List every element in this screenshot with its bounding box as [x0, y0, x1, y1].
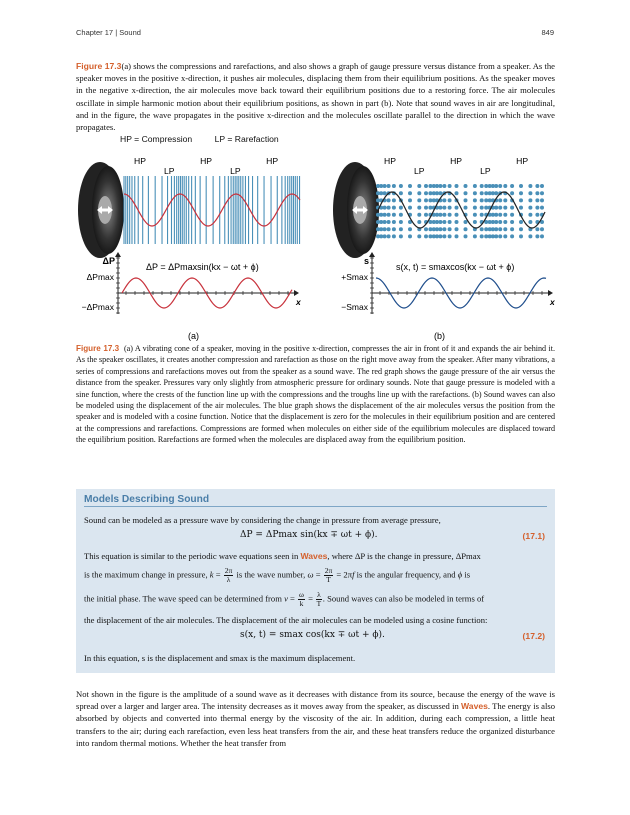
molecule-dot	[540, 227, 544, 231]
box-p3-b: is the wave number,	[236, 569, 306, 580]
models-box	[76, 489, 555, 673]
molecule-dot	[464, 206, 468, 210]
lp-label: LP	[164, 166, 175, 176]
molecule-dot	[455, 206, 459, 210]
molecule-dot	[417, 213, 421, 217]
box-p4-b: Sound waves can also be modeled in terms of	[327, 593, 485, 604]
molecule-dot	[535, 234, 539, 238]
molecule-dot	[438, 191, 442, 195]
molecule-dot	[448, 198, 452, 202]
molecule-dot	[399, 220, 403, 224]
molecule-dot	[503, 198, 507, 202]
molecule-dot	[498, 213, 502, 217]
molecule-dot	[392, 227, 396, 231]
molecule-dot	[498, 234, 502, 238]
molecule-dot	[498, 227, 502, 231]
molecule-dot	[540, 206, 544, 210]
molecule-dot	[448, 234, 452, 238]
molecule-dot	[442, 234, 446, 238]
molecule-dot	[442, 227, 446, 231]
box-p6: In this equation, s is the displacement and smax is the maximum displacement.	[84, 653, 356, 663]
box-p3-d: is	[464, 569, 471, 580]
molecule-dot	[528, 206, 532, 210]
molecule-dot	[383, 184, 387, 188]
molecule-dot	[484, 191, 488, 195]
molecule-dot	[528, 220, 532, 224]
molecule-dot	[383, 227, 387, 231]
molecule-dot	[392, 184, 396, 188]
graph-b-label: (b)	[434, 331, 445, 341]
intro-text: (a) shows the compressions and rarefactions, and also shows a graph of gauge pressure versus distance from a speaker. As the speaker moves in the positive x-direction, it pushes air molecules, displacing them from their equilibrium positions. As the speaker moves in the negative x-direction, the air molecules move back toward their equilibrium positions due to a restoring force. The air molecules oscillate in simple harmonic motion about their equilibrium positions, as shown in part (b). Note that sound waves in air are longitudinal, and in the figure, the wave propagates in the positive x-direction and the molecules oscillate parallel to the direction in which the wave propagates.	[76, 61, 555, 133]
hp-label: HP	[134, 156, 146, 166]
molecule-dot	[484, 198, 488, 202]
graph-b-yaxis: s	[363, 256, 369, 266]
molecule-dot	[498, 206, 502, 210]
molecule-dot	[510, 191, 514, 195]
equation-17-2: s(x, t) = smax cos(kx ∓ ωt + ϕ).	[240, 630, 385, 640]
molecule-dot	[424, 206, 428, 210]
molecule-dot	[494, 213, 498, 217]
molecule-dot	[387, 227, 391, 231]
box-p2	[84, 551, 547, 561]
chapter-header: Chapter 17 | Sound	[76, 28, 141, 37]
hp-label: HP	[200, 156, 213, 166]
after-text-2: . The energy is also absorbed by objects and converted into thermal energy by the viscosity of the air. In addition, during each compression, a little heat transfers to the air; during each rarefaction, even less heat transfers from the air, and these heat transfers reduce the organized disturbance into random thermal motions. Whether the heat transfer from	[76, 701, 555, 748]
molecule-dot	[473, 191, 477, 195]
molecule-dot	[480, 213, 484, 217]
figure-link[interactable]: Figure 17.3	[76, 61, 122, 71]
graph-b	[341, 252, 556, 341]
molecule-dot	[535, 206, 539, 210]
molecule-dot	[540, 184, 544, 188]
molecule-dot	[442, 213, 446, 217]
molecule-dot	[438, 234, 442, 238]
molecule-dot	[399, 213, 403, 217]
molecule-dot	[540, 234, 544, 238]
molecule-dot	[438, 220, 442, 224]
molecule-dot	[464, 234, 468, 238]
molecule-dot	[399, 184, 403, 188]
molecule-dot	[535, 191, 539, 195]
molecule-dot	[442, 184, 446, 188]
molecule-dot	[438, 184, 442, 188]
molecule-dot	[464, 220, 468, 224]
molecule-dot	[528, 234, 532, 238]
molecule-dot	[383, 191, 387, 195]
molecule-dot	[442, 198, 446, 202]
molecule-dot	[464, 191, 468, 195]
molecule-dot	[424, 184, 428, 188]
molecule-dot	[387, 184, 391, 188]
graph-b-neg-smax: −Smax	[341, 302, 368, 312]
molecule-dot	[535, 213, 539, 217]
figure-17-3	[0, 148, 630, 348]
hp-label: HP	[384, 156, 396, 166]
molecule-dot	[480, 227, 484, 231]
molecule-dot	[473, 184, 477, 188]
molecule-dot	[399, 191, 403, 195]
molecule-dot	[408, 198, 412, 202]
molecule-dot	[540, 191, 544, 195]
molecule-dot	[464, 227, 468, 231]
molecule-dot	[387, 213, 391, 217]
molecule-dot	[455, 220, 459, 224]
molecule-dot	[392, 213, 396, 217]
molecule-dot	[399, 206, 403, 210]
caption-text: (a) A vibrating cone of a speaker, moving in the positive x-direction, compresses the air in front of it and expands the air behind it. As the speaker oscillates, it creates another compression and rarefaction as those on the right move away from the speaker. After many vibrations, a series of compressions and rarefactions moves out from the speaker as a sound wave. The red graph shows the gauge pressure of the air versus the distance from the speaker. Pressures vary only slightly from atmospheric pressure for ordinary sounds. Note that gauge pressure is modeled with a sine function, where the crests of the function line up with the compressions and the troughs line up with the rarefactions. (b) Sound waves can also be modeled using the displacement of the air molecules. The blue graph shows the displacement of the air molecules versus the position from the speaker and is modeled with a cosine function. Notice that the displacement is zero for the molecules in their equilibrium position and are centered at the compressions and rarefactions. Compressions are formed when molecules on either side of the equilibrium molecules are displaced toward the equilibrium position. Rarefactions are formed when the molecules are displaced away from the equilibrium position.	[76, 344, 556, 445]
molecule-dot	[387, 206, 391, 210]
molecule-dot	[528, 184, 532, 188]
molecule-dot	[480, 184, 484, 188]
molecule-dot	[383, 206, 387, 210]
molecule-dot	[519, 198, 523, 202]
graph-b-xaxis: x	[550, 297, 555, 307]
lp-label: LP	[414, 166, 425, 176]
graph-a-label: (a)	[188, 331, 199, 341]
molecule-dot	[455, 191, 459, 195]
molecule-dot	[408, 227, 412, 231]
molecule-dot	[442, 220, 446, 224]
molecule-dot	[473, 213, 477, 217]
molecule-dot	[535, 198, 539, 202]
molecule-dot	[498, 184, 502, 188]
box-p5: the displacement of the air molecules. The displacement of the air molecules can be modeled using a cosine function:	[84, 615, 488, 625]
molecule-dot	[540, 198, 544, 202]
speaker-b-icon	[333, 162, 379, 258]
molecule-dot	[498, 220, 502, 224]
molecule-dot	[392, 220, 396, 224]
molecule-dot	[503, 213, 507, 217]
molecule-dot	[438, 206, 442, 210]
intro-paragraph	[76, 60, 555, 133]
molecule-dot	[528, 191, 532, 195]
molecule-dot	[383, 220, 387, 224]
molecule-dot	[535, 184, 539, 188]
molecule-dot	[473, 234, 477, 238]
molecule-dot	[519, 184, 523, 188]
graph-a-yaxis: ΔP	[102, 256, 115, 266]
molecule-dot	[510, 206, 514, 210]
equation-17-1: ΔP = ΔPmax sin(kx ∓ ωt + ϕ).	[240, 530, 378, 540]
molecule-dot	[503, 206, 507, 210]
molecule-dot	[408, 191, 412, 195]
molecule-dot	[408, 234, 412, 238]
molecule-dot	[392, 198, 396, 202]
molecule-dot	[438, 213, 442, 217]
molecule-dot	[448, 220, 452, 224]
molecule-dot	[503, 220, 507, 224]
molecule-dot	[484, 206, 488, 210]
molecule-dot	[494, 220, 498, 224]
box-p1: Sound can be modeled as a pressure wave by considering the change in pressure from average pressure,	[84, 515, 441, 525]
molecule-dot	[387, 234, 391, 238]
molecule-dot	[455, 234, 459, 238]
molecule-dot	[480, 206, 484, 210]
molecule-dot	[480, 198, 484, 202]
molecule-dot	[408, 206, 412, 210]
molecule-dot	[448, 213, 452, 217]
molecule-dot	[448, 227, 452, 231]
molecule-dot	[503, 227, 507, 231]
figure-legend	[120, 134, 299, 144]
waves-link[interactable]: Waves	[300, 551, 328, 561]
molecule-dot	[387, 220, 391, 224]
molecule-dot	[484, 234, 488, 238]
graph-a-neg-pmax: −ΔPmax	[81, 302, 114, 312]
lp-label: LP	[230, 166, 241, 176]
molecule-dot	[399, 234, 403, 238]
molecule-dot	[464, 198, 468, 202]
molecule-dot	[387, 198, 391, 202]
box-p4-a: the initial phase. The wave speed can be determined from	[84, 593, 282, 604]
graph-b-smax: +Smax	[341, 272, 368, 282]
molecule-dot	[484, 184, 488, 188]
after-text-1: Not shown in the figure is the amplitude of a sound wave as it decreases with distance from its source, because the energy of the wave is spread over a larger and larger area. The intensity decreases as it moves away from the speaker, as discussed in	[76, 689, 555, 712]
box-p2-text-b: , where ΔP is the change in pressure, ΔPmax	[327, 551, 481, 561]
speaker-a-icon	[78, 162, 124, 258]
legend-rarefaction: LP = Rarefaction	[214, 134, 279, 144]
molecule-dot	[484, 227, 488, 231]
graph-a-pmax: ΔPmax	[86, 272, 114, 282]
molecule-dot	[510, 234, 514, 238]
graph-a-xaxis: x	[296, 297, 301, 307]
equation-17-2-number: (17.2)	[522, 631, 545, 641]
molecule-dot	[528, 213, 532, 217]
graph-b-equation: s(x, t) = smaxcos(kx − ωt + ϕ)	[396, 262, 515, 272]
figure-caption	[76, 343, 555, 446]
hp-label: HP	[516, 156, 529, 166]
molecule-dot	[448, 206, 452, 210]
molecule-dot	[519, 227, 523, 231]
molecule-dot	[480, 191, 484, 195]
molecule-dot	[399, 227, 403, 231]
molecule-dot	[519, 191, 523, 195]
molecule-dot	[424, 213, 428, 217]
box-p3-c: is the angular frequency, and	[356, 569, 456, 580]
molecule-dot	[438, 227, 442, 231]
hp-label: HP	[266, 156, 279, 166]
equation-17-1-number: (17.1)	[522, 531, 545, 541]
lp-label: LP	[480, 166, 491, 176]
molecule-dot	[392, 234, 396, 238]
molecule-dot	[424, 234, 428, 238]
molecule-dot	[392, 206, 396, 210]
molecule-dot	[519, 220, 523, 224]
molecule-dot	[417, 234, 421, 238]
molecule-dot	[455, 184, 459, 188]
molecule-dot	[480, 234, 484, 238]
molecule-dot	[473, 220, 477, 224]
molecule-dot	[494, 191, 498, 195]
molecule-dot	[503, 234, 507, 238]
molecule-dot	[473, 206, 477, 210]
after-paragraph	[76, 688, 555, 749]
molecule-dot	[455, 227, 459, 231]
molecule-dot	[494, 234, 498, 238]
molecule-dot	[510, 227, 514, 231]
caption-label: Figure 17.3	[76, 344, 120, 353]
pressure-wave-overlay	[124, 194, 300, 226]
box-p3-a: is the maximum change in pressure,	[84, 569, 208, 580]
molecule-dot	[535, 227, 539, 231]
molecule-dot	[494, 227, 498, 231]
box-title: Models Describing Sound	[84, 494, 547, 507]
molecule-dot	[448, 184, 452, 188]
page-number: 849	[541, 28, 554, 37]
graph-a-equation: ΔP = ΔPmaxsin(kx − ωt + ϕ)	[146, 262, 259, 272]
molecule-dot	[417, 191, 421, 195]
molecule-dot	[408, 184, 412, 188]
molecule-dot	[528, 198, 532, 202]
molecule-dot	[383, 234, 387, 238]
box-p3: is the maximum change in pressure, k = $\frac{2\pi}{\lambda}$ is the wave number, ω = $\frac{2\pi}{T}$ = 2πf is the angular frequency, and ϕ is	[84, 566, 471, 584]
molecule-dot	[464, 184, 468, 188]
box-p4: the initial phase. The wave speed can be determined from v = $\frac{\omega}{k}$ = $\frac{\lambda}{T}$ . Sound waves can also be modeled in terms of	[84, 590, 485, 608]
box-p2-text: This equation is similar to the periodic wave equations seen in	[84, 551, 299, 561]
molecule-dot	[510, 220, 514, 224]
molecule-dot	[424, 191, 428, 195]
molecule-dot	[417, 184, 421, 188]
molecule-dot	[455, 213, 459, 217]
molecule-dot	[498, 198, 502, 202]
molecule-dot	[442, 206, 446, 210]
molecule-dot	[383, 213, 387, 217]
molecule-dot	[519, 206, 523, 210]
molecule-dot	[417, 206, 421, 210]
hp-label: HP	[450, 156, 463, 166]
molecule-dot	[494, 184, 498, 188]
molecule-dot	[494, 206, 498, 210]
molecule-dot	[424, 227, 428, 231]
molecule-dot	[503, 184, 507, 188]
waves-link-2[interactable]: Waves	[461, 701, 488, 712]
molecule-dot	[519, 234, 523, 238]
molecule-dot	[417, 198, 421, 202]
graph-a	[82, 252, 302, 341]
molecule-dot	[473, 198, 477, 202]
molecule-dot	[510, 184, 514, 188]
molecule-dot	[417, 220, 421, 224]
molecule-dot	[510, 213, 514, 217]
compression-lines	[124, 176, 300, 244]
molecule-dot	[424, 198, 428, 202]
legend-compression: HP = Compression	[120, 134, 193, 144]
